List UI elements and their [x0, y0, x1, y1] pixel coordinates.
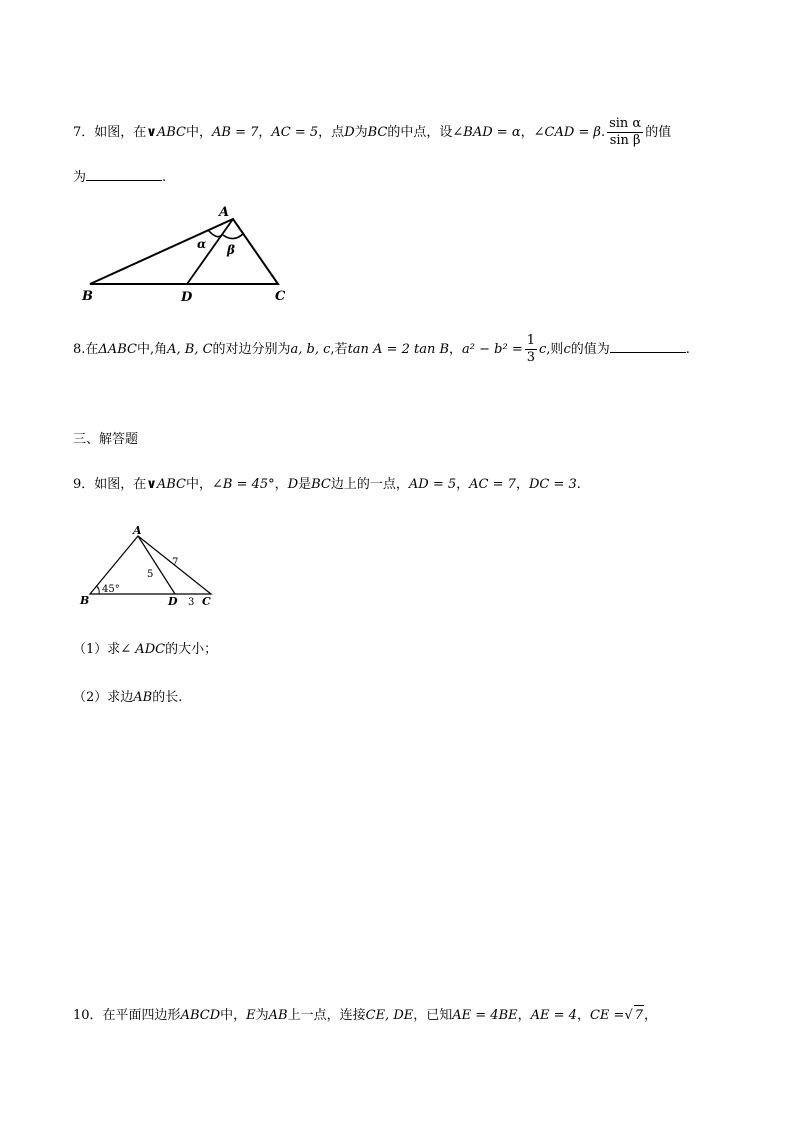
q9-angle-b: ∠B = 45°: [212, 477, 275, 492]
q9-text: 是: [298, 477, 312, 492]
q8-number: 8.: [73, 342, 86, 357]
q10-e: E: [246, 1008, 256, 1023]
q7-frac-num: sin α: [609, 116, 642, 131]
q7-text: 如图，在: [94, 125, 147, 140]
q10-text: 上一点，连接: [287, 1008, 366, 1023]
q9-text: ，: [274, 477, 288, 492]
q7-beta-arc: [223, 233, 244, 239]
q7-line1: [73, 116, 671, 149]
q9-label-d: D: [168, 595, 178, 608]
q9-triangle-name: ABC: [156, 477, 186, 492]
sqrt-icon: √: [624, 1008, 633, 1023]
q7-triangle-name: ABC: [156, 125, 186, 140]
q7-text: ，点: [318, 125, 345, 140]
q9-d: D: [287, 477, 299, 492]
q10-ce: CE =: [589, 1008, 625, 1023]
q10-quad: ABCD: [180, 1008, 221, 1023]
q7-text: 为: [354, 125, 368, 140]
q9-text: 如图，在: [94, 477, 147, 492]
q10-text: 为: [255, 1008, 269, 1023]
q9-figure: [75, 524, 225, 614]
q10-text: ，: [517, 1008, 531, 1023]
q7-text: 为: [73, 170, 87, 185]
q7-label-a: A: [219, 205, 230, 220]
q10-root-value: 7: [634, 1005, 644, 1026]
q8-line: [73, 333, 690, 366]
q10-segments: CE, DE: [365, 1008, 414, 1023]
q10-text: ，: [576, 1008, 590, 1023]
q7-text: 中，: [186, 125, 213, 140]
q8-equation: a² − b² =: [462, 342, 523, 357]
q8-triangle: ΔABC: [98, 342, 137, 357]
q10-text: 在平面四边形: [102, 1008, 181, 1023]
q8-text: .: [685, 342, 690, 357]
q7-text: 的值: [645, 125, 672, 140]
q9-segment-ad: [138, 536, 175, 594]
q10-ab: AB: [268, 1008, 288, 1023]
q9-text: ，: [515, 477, 529, 492]
q8-text: ，: [449, 342, 463, 357]
q9-sub2-text: 的长.: [152, 690, 183, 705]
q7-fraction: [607, 116, 643, 149]
q7-angle-cad: ∠CAD = β: [533, 125, 601, 140]
q7-answer-blank[interactable]: [86, 166, 162, 181]
q8-angles: A, B, C: [167, 342, 213, 357]
q8-answer-blank[interactable]: [610, 338, 686, 353]
q9-label-c: C: [202, 595, 211, 608]
q8-text: ,则: [546, 342, 564, 357]
q8-frac-den: 3: [526, 350, 536, 365]
q7-label-beta: β: [227, 243, 235, 257]
q7-angle-bad: ∠BAD = α: [452, 125, 521, 140]
q7-text: 的中点，设: [387, 125, 453, 140]
q7-d: D: [344, 125, 355, 140]
q10-line: [73, 1005, 657, 1026]
q8-frac-num: 1: [526, 333, 536, 348]
q8-c: c: [563, 342, 571, 357]
q9-label-7: 7: [172, 557, 179, 568]
q7-label-b: B: [82, 289, 93, 304]
q9-text: .: [576, 477, 581, 492]
q8-text: 的对边分别为: [212, 342, 291, 357]
triangle-icon: ∨: [146, 125, 157, 140]
q9-number: 9．: [73, 477, 95, 492]
q10-text: ，已知: [413, 1008, 453, 1023]
q9-label-45: 45°: [102, 584, 120, 595]
q7-text: .: [600, 125, 606, 140]
q8-text: ,若: [330, 342, 348, 357]
q9-label-b: B: [80, 594, 90, 607]
q7-figure: [75, 200, 305, 310]
q10-ae: AE = 4: [530, 1008, 577, 1023]
q9-ad: AD = 5: [408, 477, 457, 492]
q7-alpha-arc: [208, 230, 222, 237]
q9-label-5: 5: [147, 569, 154, 580]
q7-bc: BC: [367, 125, 388, 140]
q9-line: [73, 475, 581, 495]
q9-sub1-text: （1）求: [73, 642, 121, 657]
q7-number: 7．: [73, 125, 95, 140]
triangle-icon: ∨: [146, 477, 157, 492]
q9-sub1: [73, 640, 217, 660]
section-title: 三、解答题: [73, 432, 139, 447]
q7-label-alpha: α: [197, 237, 207, 251]
q7-label-c: C: [275, 289, 286, 304]
q10-text: ，: [644, 1008, 658, 1023]
q10-ae-relation: AE = 4BE: [452, 1008, 518, 1023]
q9-sub2-ab: AB: [133, 690, 153, 705]
q8-text: 的值为: [570, 342, 610, 357]
q8-text: 在: [85, 342, 99, 357]
q9-sub2-text: （2）求边: [73, 690, 134, 705]
q9-sub1-angle: ∠ ADC: [120, 642, 166, 657]
q7-text: .: [162, 170, 167, 185]
q7-ab: AB = 7: [212, 125, 259, 140]
q10-text: 中，: [220, 1008, 247, 1023]
q7-text: ，: [258, 125, 272, 140]
q9-ac: AC = 7: [469, 477, 516, 492]
q10-number: 10．: [73, 1008, 103, 1023]
q9-sub2: [73, 688, 182, 708]
q7-line2: [73, 166, 166, 188]
q9-bc: BC: [311, 477, 331, 492]
q9-text: 边上的一点，: [330, 477, 409, 492]
q9-text: ，: [456, 477, 470, 492]
q9-sub1-text: 的大小；: [165, 642, 218, 657]
q7-ac: AC = 5: [271, 125, 319, 140]
q7-triangle-abc: [90, 219, 278, 284]
q9-text: 中，: [186, 477, 213, 492]
q8-sides: a, b, c: [290, 342, 331, 357]
q9-angle-arc: [96, 586, 99, 594]
q7-frac-den: sin β: [609, 133, 641, 148]
q7-label-d: D: [181, 290, 193, 305]
q8-c: c: [539, 342, 547, 357]
q8-text: 中,角: [136, 342, 168, 357]
q8-tan-relation: tan A = 2 tan B: [347, 342, 450, 357]
q9-label-3: 3: [188, 597, 195, 608]
q9-dc: DC = 3: [528, 477, 577, 492]
q9-label-a: A: [133, 524, 142, 537]
q8-fraction: [525, 333, 537, 366]
q7-text: ，: [520, 125, 534, 140]
